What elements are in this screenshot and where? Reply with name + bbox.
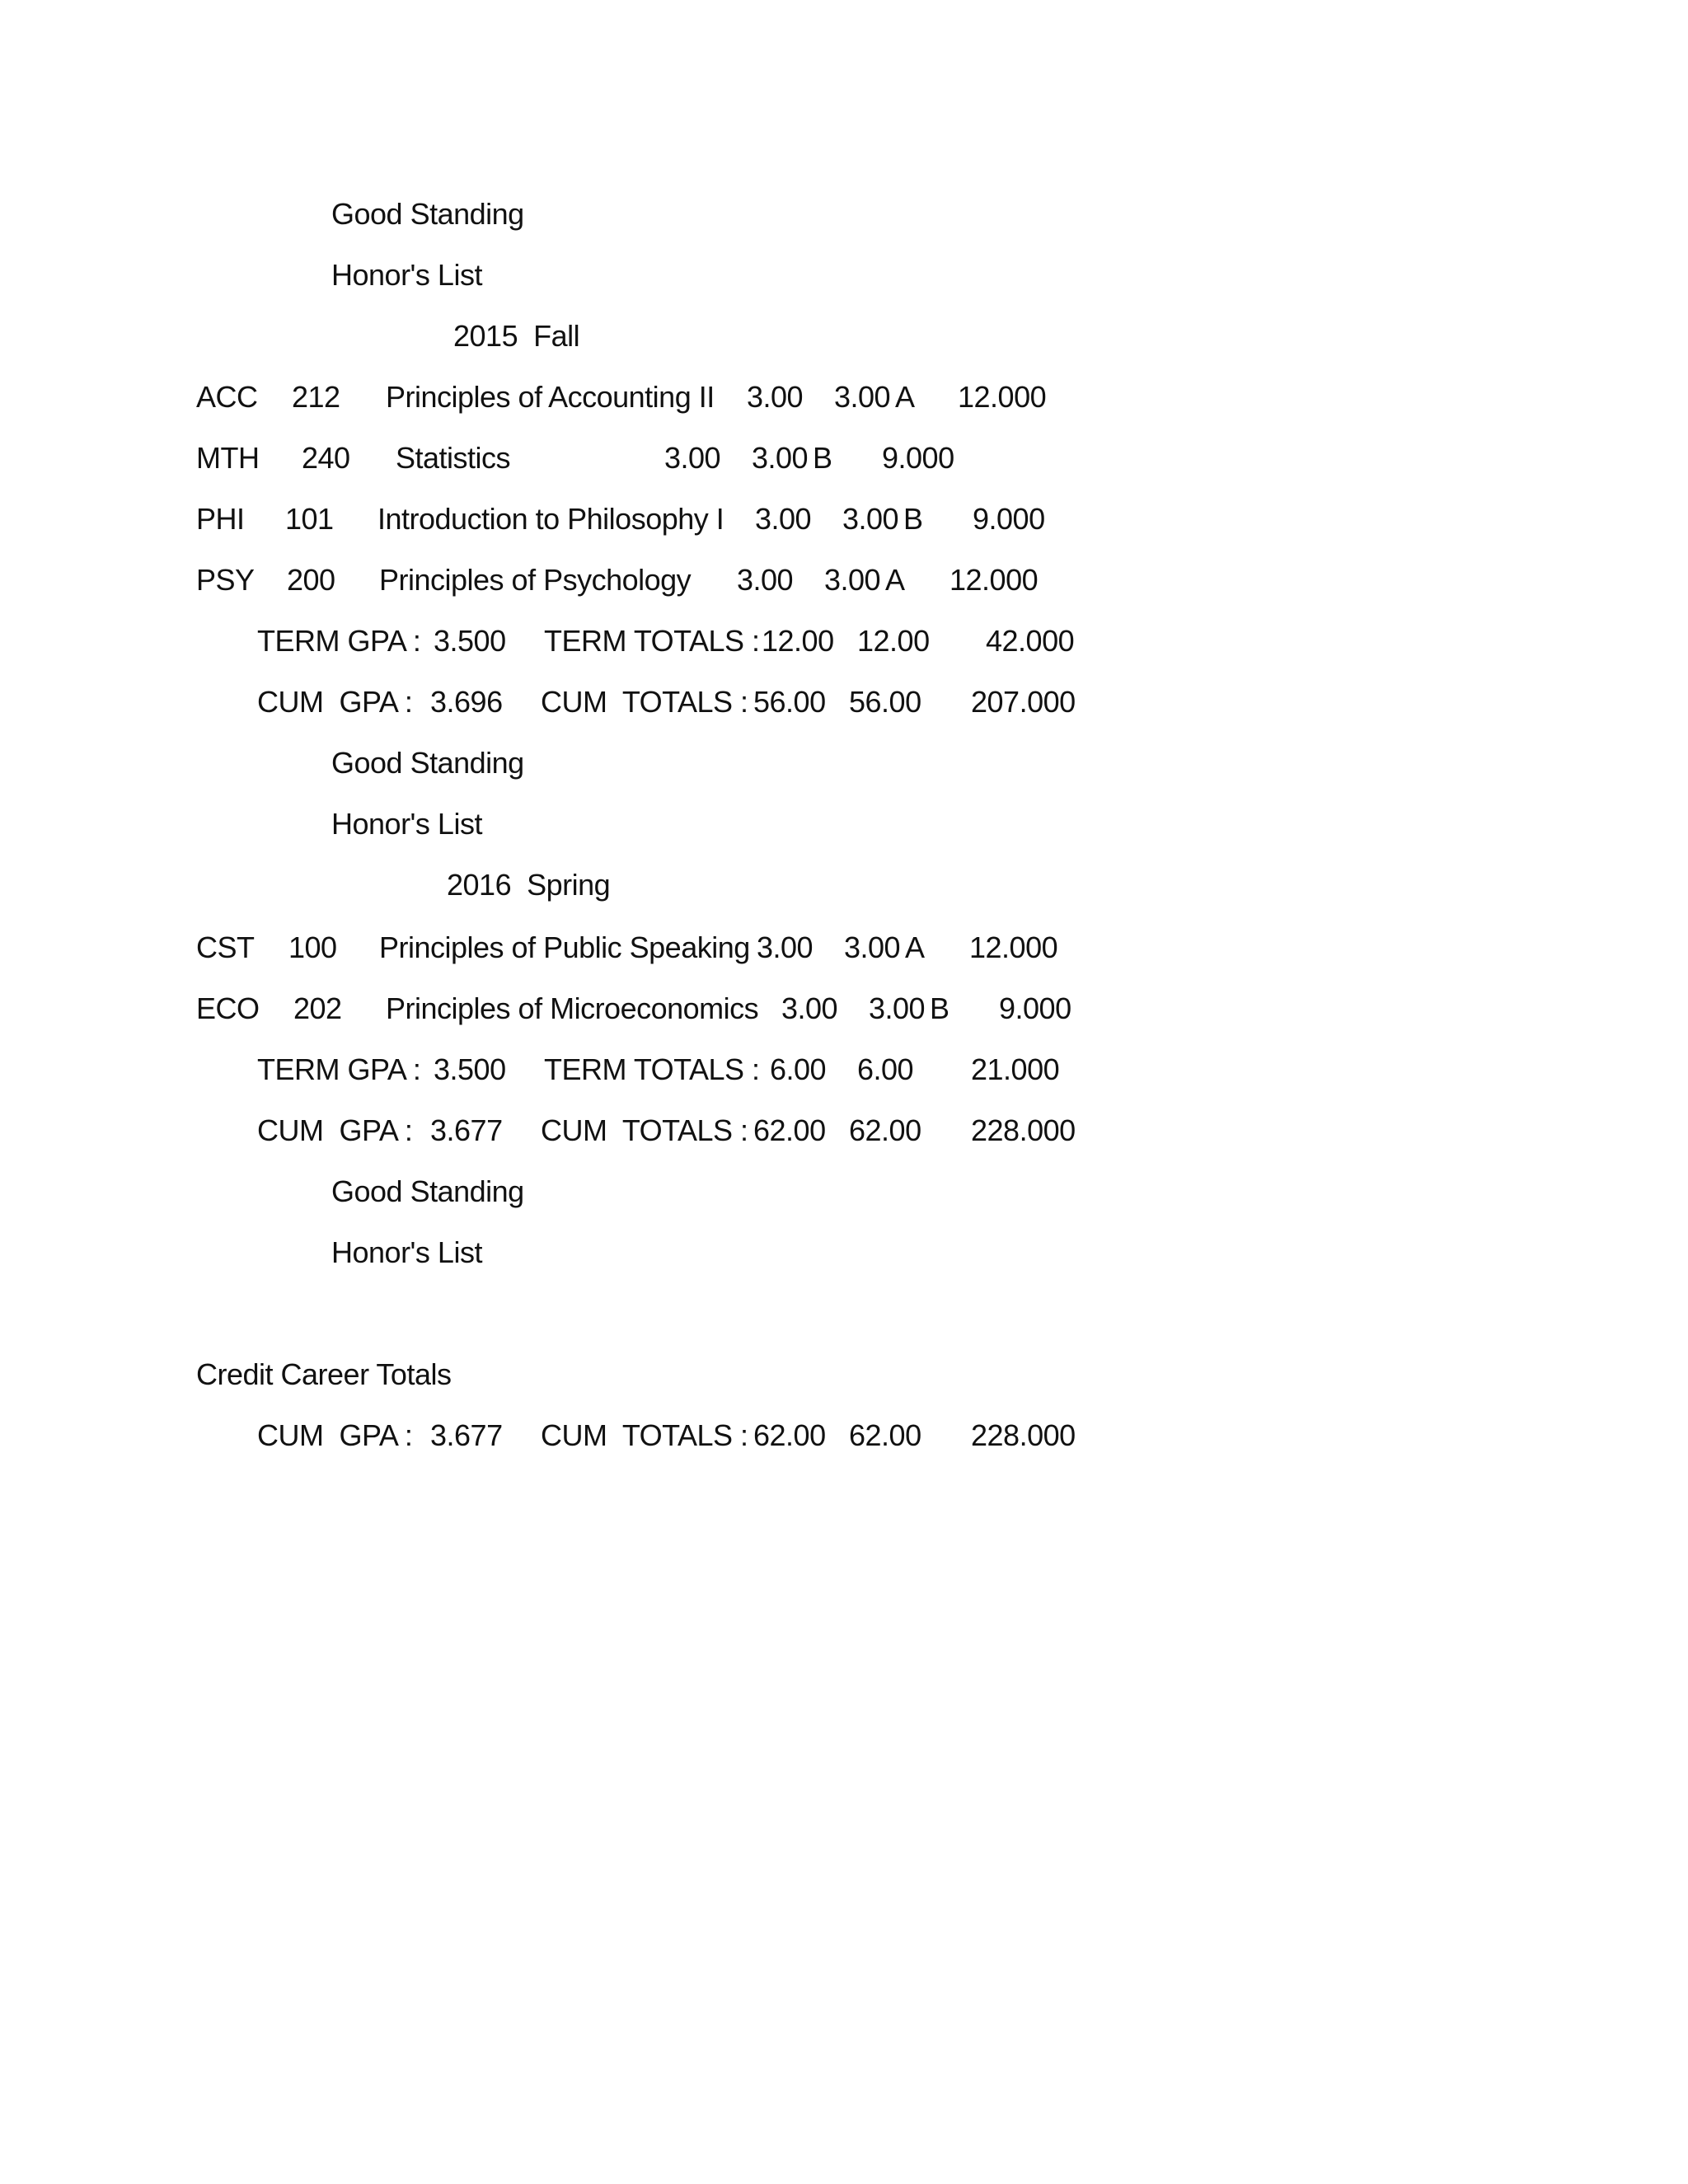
term-attempted-total: 6.00 <box>770 1052 827 1086</box>
cum-earned-total: 56.00 <box>849 685 921 719</box>
course-grade: B <box>813 441 832 475</box>
term-gpa-value: 3.500 <box>434 1052 506 1086</box>
cum-attempted-total: 62.00 <box>753 1418 826 1452</box>
course-title: Statistics <box>396 441 511 475</box>
course-earned: 3.00 <box>842 502 899 536</box>
course-grade: B <box>903 502 923 536</box>
course-earned: 3.00 <box>844 930 901 964</box>
cum-totals-label: CUM TOTALS : <box>541 1418 748 1452</box>
course-grade: A <box>905 930 925 964</box>
course-title: Principles of Accounting II <box>386 380 715 414</box>
course-number: 212 <box>292 380 340 414</box>
course-attempted: 3.00 <box>664 441 721 475</box>
course-earned: 3.00 <box>824 563 881 597</box>
term-points-total: 21.000 <box>971 1052 1060 1086</box>
course-points: 9.000 <box>882 441 954 475</box>
course-subject: MTH <box>196 441 260 475</box>
cum-totals-label: CUM TOTALS : <box>541 685 748 719</box>
course-points: 12.000 <box>950 563 1039 597</box>
course-number: 240 <box>302 441 350 475</box>
course-subject: PHI <box>196 502 245 536</box>
honors-status: Honor's List <box>331 258 482 292</box>
term-gpa-value: 3.500 <box>434 624 506 658</box>
course-subject: CST <box>196 930 255 964</box>
course-number: 202 <box>293 991 342 1025</box>
course-number: 101 <box>285 502 334 536</box>
course-grade: B <box>930 991 950 1025</box>
academic-standing: Good Standing <box>331 1174 524 1208</box>
course-attempted: 3.00 <box>737 563 794 597</box>
course-points: 9.000 <box>973 502 1045 536</box>
course-title: Principles of Microeconomics <box>386 991 759 1025</box>
course-points: 9.000 <box>999 991 1071 1025</box>
course-subject: ACC <box>196 380 258 414</box>
course-earned: 3.00 <box>869 991 926 1025</box>
cum-totals-label: CUM TOTALS : <box>541 1113 748 1147</box>
term-earned-total: 12.00 <box>857 624 930 658</box>
cum-gpa-value: 3.696 <box>430 685 503 719</box>
course-earned: 3.00 <box>834 380 891 414</box>
course-attempted: 3.00 <box>755 502 812 536</box>
course-title: Introduction to Philosophy I <box>377 502 724 536</box>
cum-points-total: 228.000 <box>971 1418 1076 1452</box>
course-points: 12.000 <box>969 930 1058 964</box>
course-grade: A <box>885 563 905 597</box>
cum-gpa-label: CUM GPA : <box>257 1113 413 1147</box>
career-totals-heading: Credit Career Totals <box>196 1357 452 1391</box>
course-title: Principles of Psychology <box>379 563 692 597</box>
cum-points-total: 228.000 <box>971 1113 1076 1147</box>
cum-earned-total: 62.00 <box>849 1418 921 1452</box>
course-number: 200 <box>287 563 335 597</box>
honors-status: Honor's List <box>331 807 482 841</box>
term-earned-total: 6.00 <box>857 1052 914 1086</box>
cum-gpa-label: CUM GPA : <box>257 685 413 719</box>
course-subject: PSY <box>196 563 255 597</box>
course-grade: A <box>895 380 915 414</box>
honors-status: Honor's List <box>331 1235 482 1269</box>
cum-gpa-label: CUM GPA : <box>257 1418 413 1452</box>
term-totals-label: TERM TOTALS : <box>544 624 760 658</box>
cum-attempted-total: 56.00 <box>753 685 826 719</box>
course-attempted: 3.00 <box>781 991 838 1025</box>
academic-standing: Good Standing <box>331 197 524 231</box>
cum-gpa-value: 3.677 <box>430 1113 503 1147</box>
term-attempted-total: 12.00 <box>762 624 834 658</box>
course-points: 12.000 <box>958 380 1047 414</box>
course-subject: ECO <box>196 991 260 1025</box>
term-heading: 2015 Fall <box>453 319 580 353</box>
term-points-total: 42.000 <box>986 624 1075 658</box>
cum-gpa-value: 3.677 <box>430 1418 503 1452</box>
course-attempted: 3.00 <box>757 930 814 964</box>
cum-attempted-total: 62.00 <box>753 1113 826 1147</box>
cum-earned-total: 62.00 <box>849 1113 921 1147</box>
term-totals-label: TERM TOTALS : <box>544 1052 760 1086</box>
term-gpa-label: TERM GPA : <box>257 1052 421 1086</box>
academic-standing: Good Standing <box>331 746 524 780</box>
course-title: Principles of Public Speaking <box>379 930 750 964</box>
course-earned: 3.00 <box>752 441 809 475</box>
term-heading: 2016 Spring <box>447 868 611 902</box>
term-gpa-label: TERM GPA : <box>257 624 421 658</box>
cum-points-total: 207.000 <box>971 685 1076 719</box>
course-attempted: 3.00 <box>747 380 804 414</box>
course-number: 100 <box>288 930 337 964</box>
